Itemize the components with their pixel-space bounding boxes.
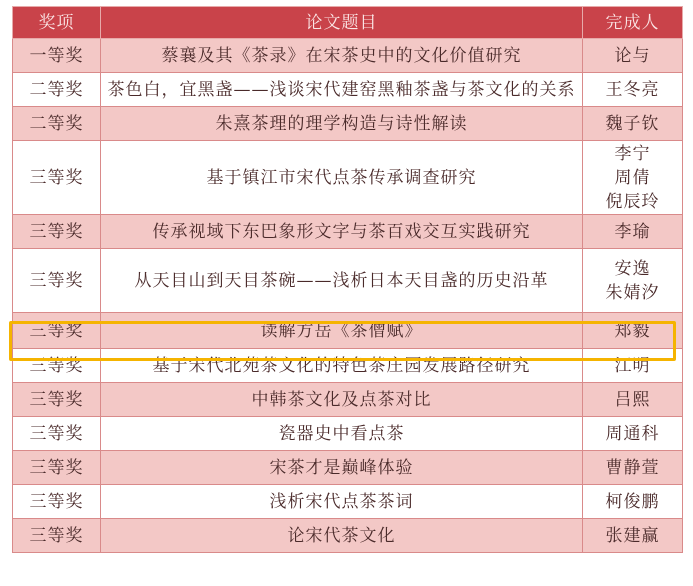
author-name: 周通科: [605, 423, 660, 444]
author-name: 柯俊鹏: [605, 491, 660, 512]
award-cell: 一等奖: [13, 39, 101, 73]
authors-cell: [583, 141, 683, 215]
table-row: [13, 249, 683, 313]
award-cell: 三等奖: [13, 519, 101, 553]
author-name: 倪辰玲: [605, 191, 660, 212]
author-name: 张建赢: [605, 525, 660, 546]
table-row: [13, 73, 683, 107]
table-row-highlighted: [13, 313, 683, 349]
title-cell: 基于宋代北苑茶文化的特色茶庄园发展路径研究: [101, 349, 583, 383]
title-cell: 蔡襄及其《茶录》在宋茶史中的文化价值研究: [101, 39, 583, 73]
award-cell: 三等奖: [13, 417, 101, 451]
table-row: [13, 519, 683, 553]
authors-cell: [583, 249, 683, 313]
author-name: 周倩: [614, 167, 651, 188]
author-name: 李宁: [614, 143, 651, 164]
authors-cell: [583, 519, 683, 553]
author-name: 论与: [614, 45, 651, 66]
table-row: [13, 107, 683, 141]
table-header-row: [13, 7, 683, 39]
table-row: [13, 451, 683, 485]
author-name: 安逸: [614, 258, 651, 279]
award-cell: 三等奖: [13, 215, 101, 249]
authors-cell: [583, 107, 683, 141]
title-cell: 从天目山到天目茶碗——浅析日本天目盏的历史沿革: [101, 249, 583, 313]
author-name: 李瑜: [614, 221, 651, 242]
header-title: 论文题目: [101, 7, 583, 39]
authors-cell: [583, 349, 683, 383]
authors-cell: [583, 39, 683, 73]
table-row: [13, 215, 683, 249]
author-name: 郑毅: [614, 320, 651, 341]
table-row: [13, 141, 683, 215]
awards-table: [12, 6, 683, 553]
author-name: 朱婧汐: [605, 282, 660, 303]
authors-cell: [583, 451, 683, 485]
award-cell: 三等奖: [13, 249, 101, 313]
authors-cell: [583, 215, 683, 249]
award-cell: 三等奖: [13, 383, 101, 417]
table-row: [13, 349, 683, 383]
award-cell: 三等奖: [13, 349, 101, 383]
author-name: 江明: [614, 355, 651, 376]
author-name: 吕熙: [614, 389, 651, 410]
title-cell: 中韩茶文化及点茶对比: [101, 383, 583, 417]
title-cell: 论宋代茶文化: [101, 519, 583, 553]
title-cell: 朱熹茶理的理学构造与诗性解读: [101, 107, 583, 141]
title-cell: 传承视域下东巴象形文字与茶百戏交互实践研究: [101, 215, 583, 249]
authors-cell: [583, 313, 683, 349]
title-cell: 浅析宋代点茶茶词: [101, 485, 583, 519]
header-award: 奖项: [13, 7, 101, 39]
award-cell: 二等奖: [13, 107, 101, 141]
award-cell: 二等奖: [13, 73, 101, 107]
table-row: [13, 417, 683, 451]
awards-table-container: [12, 6, 682, 553]
header-authors: 完成人: [583, 7, 683, 39]
table-row: [13, 39, 683, 73]
title-cell: 茶色白，宜黑盏——浅谈宋代建窑黑釉茶盏与茶文化的关系: [101, 73, 583, 107]
authors-cell: [583, 383, 683, 417]
table-row: [13, 485, 683, 519]
title-cell: 基于镇江市宋代点茶传承调查研究: [101, 141, 583, 215]
title-cell: 读解方岳《茶僧赋》: [101, 313, 583, 349]
author-name: 曹静萱: [605, 457, 660, 478]
table-row: [13, 383, 683, 417]
award-cell: 三等奖: [13, 313, 101, 349]
award-cell: 三等奖: [13, 451, 101, 485]
title-cell: 宋茶才是巅峰体验: [101, 451, 583, 485]
award-cell: 三等奖: [13, 141, 101, 215]
award-cell: 三等奖: [13, 485, 101, 519]
authors-cell: [583, 417, 683, 451]
author-name: 王冬亮: [605, 79, 660, 100]
author-name: 魏子钦: [605, 113, 660, 134]
authors-cell: [583, 485, 683, 519]
title-cell: 瓷器史中看点茶: [101, 417, 583, 451]
authors-cell: [583, 73, 683, 107]
